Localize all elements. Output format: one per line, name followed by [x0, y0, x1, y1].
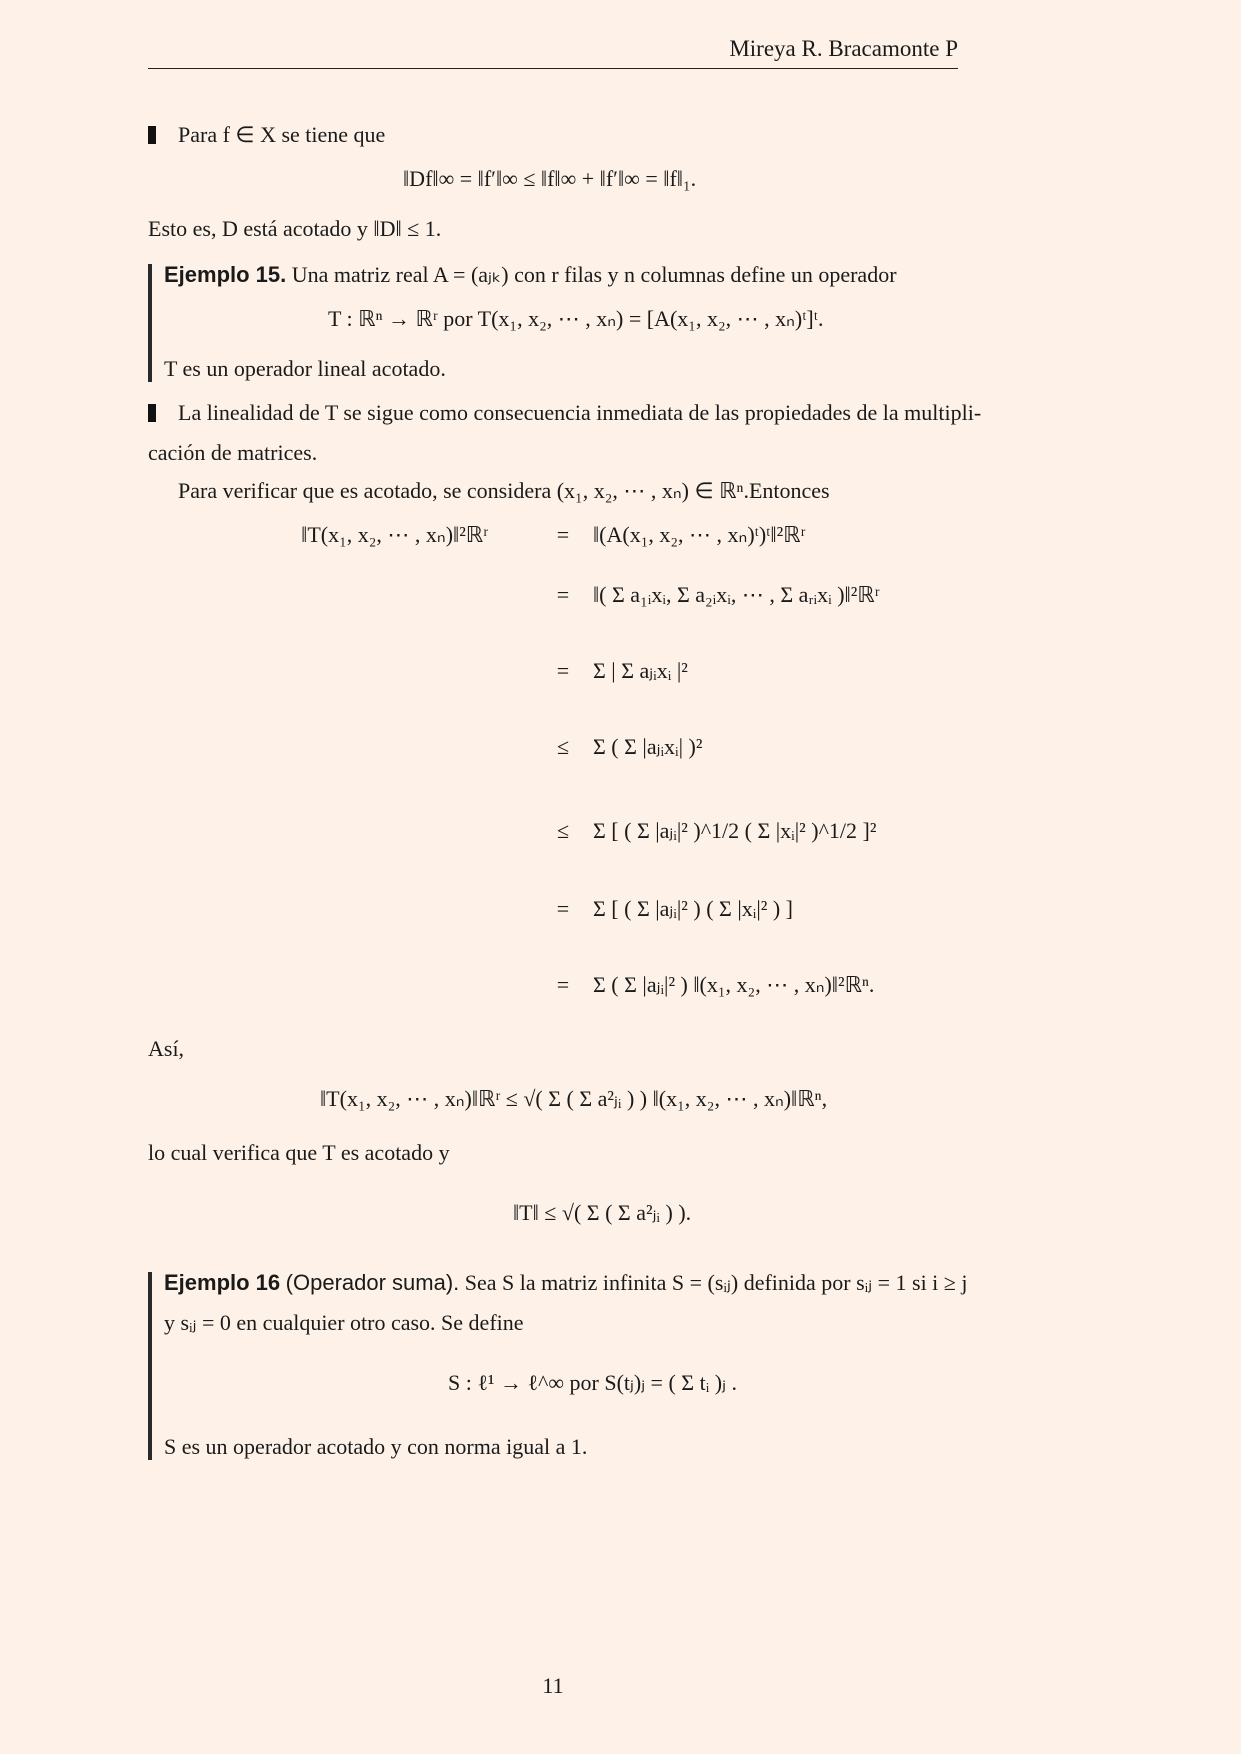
- paragraph-linearity-cont: cación de matrices.: [148, 440, 318, 465]
- derivation-rel-3: =: [556, 658, 570, 683]
- derivation-rhs-5: Σ [ ( Σ |aⱼᵢ|² )^1/2 ( Σ |xᵢ|² )^1/2 ]²: [593, 818, 877, 843]
- example-15-bar: [148, 264, 152, 382]
- paragraph-f-in-x: Para f ∈ X se tiene que: [148, 120, 385, 150]
- derivation-rhs-1: ‖(A(x₁, x₂, ⋯ , xₙ)ᵗ)ᵗ‖²ℝʳ: [593, 522, 806, 547]
- paragraph-d-bounded: Esto es, D está acotado y ‖D‖ ≤ 1.: [148, 216, 442, 241]
- example-16-equation: S : ℓ¹ → ℓ^∞ por S(tⱼ)ⱼ = ( Σ tᵢ )ⱼ .: [448, 1370, 737, 1395]
- page-number: 11: [542, 1673, 564, 1698]
- derivation-rel-4: ≤: [556, 734, 570, 759]
- derivation-rel-7: =: [556, 972, 570, 997]
- example-15-statement: Ejemplo 15. Una matriz real A = (aⱼₖ) con r filas y n columnas define un operador: [164, 262, 897, 287]
- paragraph-linearity: La linealidad de T se sigue como consecuencia inmediata de las propiedades de la multipli-: [148, 398, 981, 428]
- example-15-title: Ejemplo 15.: [164, 262, 287, 287]
- document-page: [148, 0, 1108, 1754]
- equation-bound: ‖T(x₁, x₂, ⋯ , xₙ)‖ℝʳ ≤ √( Σ ( Σ a²ⱼᵢ ) ) ‖(x₁, x₂, ⋯ , xₙ)‖ℝⁿ,: [320, 1086, 828, 1111]
- example-16-statement: Ejemplo 16 (Operador suma). Sea S la matriz infinita S = (sᵢⱼ) definida por sᵢⱼ = 1 si i ≥ j: [164, 1270, 968, 1295]
- derivation-rhs-4: Σ ( Σ |aⱼᵢxᵢ| )²: [593, 734, 703, 759]
- example-15-equation: T : ℝⁿ → ℝʳ por T(x₁, x₂, ⋯ , xₙ) = [A(x₁, x₂, ⋯ , xₙ)ᵗ]ᵗ.: [328, 306, 824, 331]
- paragraph-asi: Así,: [148, 1036, 185, 1061]
- example-16-subtitle: (Operador suma).: [285, 1270, 460, 1295]
- derivation-rel-1: =: [556, 522, 570, 547]
- derivation-rel-6: =: [556, 896, 570, 921]
- derivation-rel-2: =: [556, 582, 570, 607]
- example-16-bar: [148, 1272, 152, 1460]
- paragraph-verify: Para verificar que es acotado, se considera (x₁, x₂, ⋯ , xₙ) ∈ ℝⁿ.Entonces: [178, 478, 830, 503]
- author-name: Mireya R. Bracamonte P: [729, 36, 958, 61]
- bullet-marker: [148, 126, 156, 144]
- equation-norm-t: ‖T‖ ≤ √( Σ ( Σ a²ⱼᵢ ) ).: [513, 1200, 692, 1225]
- paragraph-verify-bounded: lo cual verifica que T es acotado y: [148, 1140, 450, 1165]
- derivation-rhs-2: ‖( Σ a₁ᵢxᵢ, Σ a₂ᵢxᵢ, ⋯ , Σ aᵣᵢxᵢ )‖²ℝʳ: [593, 582, 880, 607]
- example-16-statement-cont: y sᵢⱼ = 0 en cualquier otro caso. Se define: [164, 1310, 524, 1335]
- example-16-conclusion: S es un operador acotado y con norma igual a 1.: [164, 1434, 588, 1459]
- derivation-lhs: ‖T(x₁, x₂, ⋯ , xₙ)‖²ℝʳ: [301, 522, 488, 547]
- derivation-rhs-3: Σ | Σ aⱼᵢxᵢ |²: [593, 658, 688, 683]
- derivation-rhs-6: Σ [ ( Σ |aⱼᵢ|² ) ( Σ |xᵢ|² ) ]: [593, 896, 793, 921]
- derivation-rhs-7: Σ ( Σ |aⱼᵢ|² ) ‖(x₁, x₂, ⋯ , xₙ)‖²ℝⁿ.: [593, 972, 875, 997]
- example-15-conclusion: T es un operador lineal acotado.: [164, 356, 446, 381]
- bullet-marker: [148, 404, 156, 422]
- running-header: [148, 36, 958, 69]
- equation-norm-df: ‖Df‖∞ = ‖f′‖∞ ≤ ‖f‖∞ + ‖f′‖∞ = ‖f‖₁.: [403, 166, 697, 191]
- derivation-rel-5: ≤: [556, 818, 570, 843]
- example-16-title: Ejemplo 16: [164, 1270, 281, 1295]
